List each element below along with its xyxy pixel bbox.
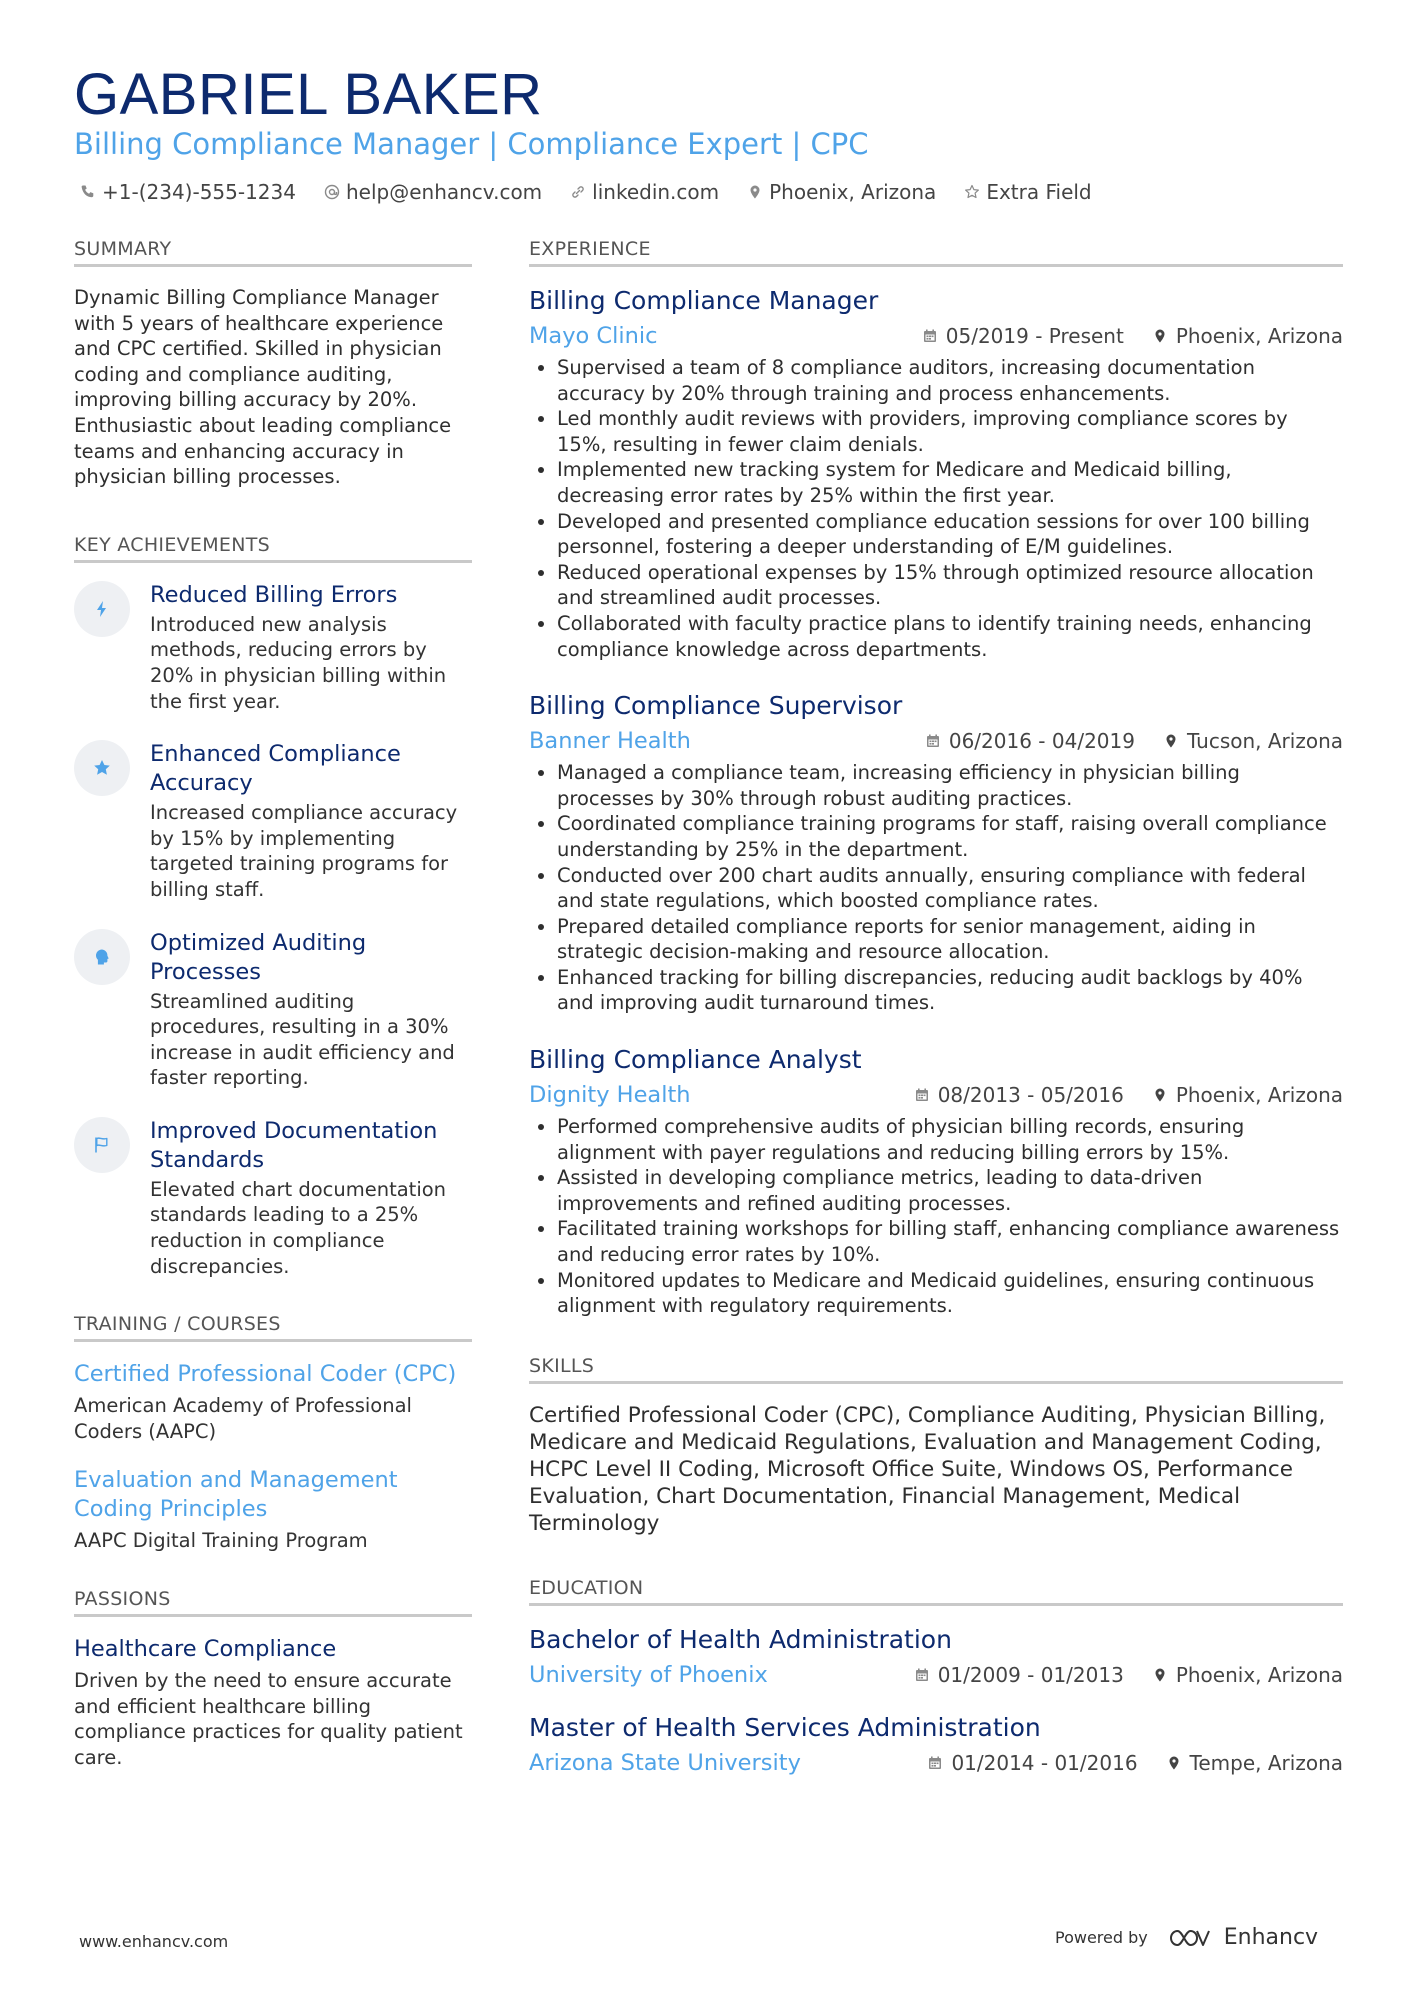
- skills-heading: SKILLS: [529, 1355, 1343, 1384]
- star-icon: [964, 184, 980, 200]
- achievement-title: Improved Documentation Standards: [150, 1117, 438, 1173]
- training-heading: TRAINING / COURSES: [74, 1313, 472, 1342]
- education-heading: EDUCATION: [529, 1577, 1343, 1606]
- education-entry: [529, 1712, 1343, 1778]
- job-bullet: • Prepared detailed compliance reports for senior management, aiding in strategic decision-making and resource allocation.: [557, 914, 1343, 965]
- job-title: Billing Compliance Supervisor: [529, 691, 903, 721]
- job-bullet: • Reduced operational expenses by 15% through optimized resource allocation and streamlined audit processes.: [557, 560, 1343, 611]
- passions-heading: PASSIONS: [74, 1588, 472, 1617]
- education-dates: 01/2009 - 01/2013: [937, 1662, 1124, 1687]
- job-location: Phoenix, Arizona: [1175, 324, 1343, 348]
- footer-powered: [1055, 1925, 1318, 1950]
- education-degree: Master of Health Services Administration: [529, 1712, 1041, 1742]
- achievement-desc: Elevated chart documentation standards leading to a 25% reduction in compliance discrepancies.: [150, 1177, 447, 1278]
- left-column: [74, 238, 472, 1814]
- education-dates: 01/2014 - 01/2016: [951, 1750, 1138, 1775]
- contact-bar: [80, 178, 1092, 206]
- job-bullets: [529, 760, 1343, 1016]
- job-bullets: [529, 355, 1343, 662]
- achievement-desc: Streamlined auditing procedures, resulting in a 30% increase in audit efficiency and faster reporting.: [150, 989, 455, 1090]
- job-bullet: • Coordinated compliance training programs for staff, raising overall compliance understanding by 25% in the department.: [557, 811, 1343, 862]
- achievement-item: [74, 740, 472, 902]
- head-icon: [92, 947, 112, 967]
- education-section: [529, 1577, 1343, 1778]
- experience-section: [529, 238, 1343, 1319]
- location-pin-icon: [1163, 733, 1179, 749]
- location-pin-icon: [1152, 1667, 1168, 1683]
- location-pin-icon: [747, 184, 763, 200]
- job-bullet: • Led monthly audit reviews with providers, improving compliance scores by 15%, resulting in fewer claim denials.: [557, 406, 1343, 457]
- contact-location: [747, 178, 936, 206]
- job-bullet: • Facilitated training workshops for billing staff, enhancing compliance awareness and reducing error rates by 10%.: [557, 1216, 1343, 1267]
- job-entry: [529, 285, 1343, 662]
- course-item: [74, 1360, 472, 1444]
- achievement-item: [74, 1117, 472, 1279]
- job-bullet: • Developed and presented compliance education sessions for over 100 billing personnel, fostering a deeper understanding of E/M guidelines.: [557, 509, 1343, 560]
- education-location: Tempe, Arizona: [1189, 1750, 1343, 1775]
- contact-phone-text: +1-(234)-555-1234: [102, 180, 296, 204]
- job-dates: 05/2019 - Present: [945, 324, 1124, 348]
- job-bullet: • Supervised a team of 8 compliance auditors, increasing documentation accuracy by 20% through training and process enhancements.: [557, 355, 1343, 406]
- passion-title: Healthcare Compliance: [74, 1636, 337, 1663]
- job-title: Billing Compliance Manager: [529, 286, 879, 315]
- education-school: University of Phoenix: [529, 1661, 768, 1688]
- location-pin-icon: [1152, 328, 1168, 344]
- education-location: Phoenix, Arizona: [1175, 1662, 1343, 1687]
- passion-desc: Driven by the need to ensure accurate and efficient healthcare billing compliance practices for quality patient care.: [74, 1669, 463, 1769]
- passions-section: [74, 1588, 472, 1770]
- education-school: Arizona State University: [529, 1749, 801, 1776]
- job-entry: [529, 1044, 1343, 1319]
- contact-linkedin-text: linkedin.com: [592, 180, 720, 204]
- job-company: Dignity Health: [529, 1082, 691, 1109]
- course-title: Certified Professional Coder (CPC): [74, 1361, 457, 1388]
- course-item: [74, 1466, 472, 1554]
- job-entry: [529, 690, 1343, 1016]
- achievement-desc: Introduced new analysis methods, reducing errors by 20% in physician billing within the first year.: [150, 612, 447, 713]
- candidate-headline: Billing Compliance Manager | Compliance Expert | CPC: [74, 127, 869, 161]
- right-column: [529, 238, 1343, 1822]
- course-org: American Academy of Professional Coders (AAPC): [74, 1394, 412, 1443]
- education-degree: Bachelor of Health Administration: [529, 1624, 952, 1654]
- job-dates: 08/2013 - 05/2016: [937, 1083, 1124, 1108]
- summary-text: Dynamic Billing Compliance Manager with 5 years of healthcare experience and CPC certified. Skilled in physician coding and compliance auditing, improving billing accuracy by 20%. Enthusiastic about leading compliance teams and enhancing accuracy in physician billing processes.: [74, 286, 452, 489]
- skills-text: Certified Professional Coder (CPC), Compliance Auditing, Physician Billing, Medicare and Medicaid Regulations, Evaluation and Management Coding, HCPC Level II Coding, Microsoft Office Suite, Windows OS, Performance Evaluation, Chart Documentation, Financial Management, Medical Terminology: [529, 1402, 1326, 1536]
- course-org: AAPC Digital Training Program: [74, 1529, 368, 1553]
- achievement-title: Enhanced Compliance Accuracy: [150, 741, 401, 797]
- achievement-title: Reduced Billing Errors: [150, 581, 398, 608]
- achievement-item: [74, 581, 472, 714]
- contact-location-text: Phoenix, Arizona: [769, 180, 937, 204]
- achievement-item: [74, 929, 472, 1091]
- job-title: Billing Compliance Analyst: [529, 1045, 862, 1075]
- contact-extra: [964, 178, 1091, 206]
- contact-extra-text: Extra Field: [986, 180, 1092, 204]
- job-bullet: • Enhanced tracking for billing discrepancies, reducing audit backlogs by 40% and improving audit turnaround times.: [557, 965, 1343, 1016]
- phone-icon: [80, 184, 96, 200]
- calendar-icon: [925, 733, 941, 749]
- calendar-icon: [914, 1087, 930, 1103]
- job-dates: 06/2016 - 04/2019: [948, 729, 1135, 754]
- achievements-heading: KEY ACHIEVEMENTS: [74, 534, 472, 563]
- contact-email[interactable]: [324, 178, 542, 206]
- calendar-icon: [927, 1755, 943, 1771]
- education-entry: [529, 1624, 1343, 1690]
- achievement-title: Optimized Auditing Processes: [150, 929, 367, 985]
- location-pin-icon: [1166, 1755, 1182, 1771]
- footer-website[interactable]: www.enhancv.com: [79, 1932, 229, 1951]
- candidate-name: GABRIEL BAKER: [74, 62, 543, 127]
- job-bullet: • Managed a compliance team, increasing efficiency in physician billing processes by 30% through robust auditing practices.: [557, 760, 1343, 811]
- achievements-section: [74, 534, 472, 1280]
- job-company: Banner Health: [529, 728, 691, 755]
- contact-linkedin[interactable]: [570, 178, 719, 206]
- calendar-icon: [914, 1667, 930, 1683]
- job-bullet: • Collaborated with faculty practice plans to identify training needs, enhancing compliance knowledge across departments.: [557, 611, 1343, 662]
- job-bullet: • Performed comprehensive audits of physician billing records, ensuring alignment with payer regulations and reducing billing errors by 15%.: [557, 1114, 1343, 1165]
- calendar-icon: [922, 328, 938, 344]
- job-company: Mayo Clinic: [529, 323, 658, 349]
- contact-email-text: help@enhancv.com: [345, 180, 543, 204]
- job-location: Phoenix, Arizona: [1175, 1083, 1343, 1108]
- job-bullet: • Assisted in developing compliance metrics, leading to data-driven improvements and refined auditing processes.: [557, 1165, 1343, 1216]
- powered-by-text: Powered by: [1055, 1928, 1148, 1947]
- achievement-desc: Increased compliance accuracy by 15% by implementing targeted training programs for billing staff.: [150, 801, 458, 901]
- summary-section: [74, 238, 472, 490]
- skills-section: [529, 1355, 1343, 1537]
- at-icon: [324, 184, 340, 200]
- lightning-icon: [92, 599, 112, 619]
- summary-heading: SUMMARY: [74, 238, 472, 267]
- link-icon: [570, 184, 586, 200]
- location-pin-icon: [1152, 1087, 1168, 1103]
- job-bullets: [529, 1114, 1343, 1319]
- job-bullet: • Monitored updates to Medicare and Medicaid guidelines, ensuring continuous alignment with regulatory requirements.: [557, 1268, 1343, 1319]
- course-title: Evaluation and Management Coding Principles: [74, 1467, 398, 1523]
- star-icon: [92, 758, 112, 778]
- contact-phone[interactable]: [80, 178, 296, 206]
- flag-icon: [92, 1135, 112, 1155]
- experience-heading: EXPERIENCE: [529, 238, 1343, 267]
- brand-name: Enhancv: [1223, 1925, 1319, 1950]
- job-bullet: • Implemented new tracking system for Medicare and Medicaid billing, decreasing error rates by 25% within the first year.: [557, 457, 1343, 508]
- enhancv-logo[interactable]: [1168, 1925, 1318, 1950]
- job-location: Tucson, Arizona: [1186, 729, 1343, 754]
- job-bullet: • Conducted over 200 chart audits annually, ensuring compliance with federal and state regulations, which boosted compliance rates.: [557, 863, 1343, 914]
- enhancv-logo-icon: [1168, 1926, 1214, 1950]
- training-section: [74, 1313, 472, 1554]
